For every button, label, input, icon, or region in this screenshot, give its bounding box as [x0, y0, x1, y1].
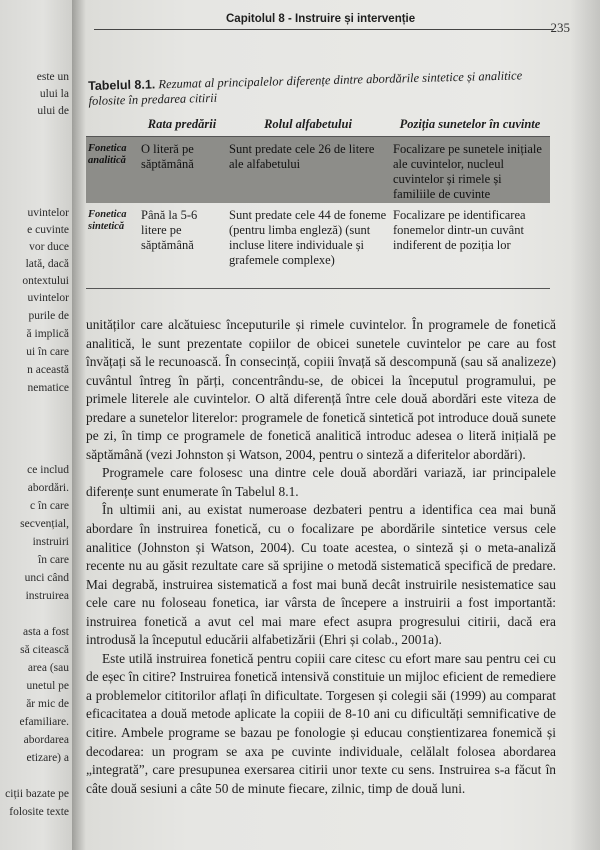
paragraph: Este utilă instruirea fonetică pentru copiii care citesc cu efort mare sau pentru cei cu de eșec în citire? Instruirea fonetică intensivă constituie un mijloc eficient de remediere a problemelor cititorilor aflați în dificultate. Torgesen și colegii săi (1999) au comparat eficacitatea a două metode aplicate la copiii de 8-10 ani cu dificultăți semnificative de citire. Ambele programe se bazau pe fonologie și educau conștientizarea fonemică și decodarea: un program se axa pe cuvinte individuale, celălalt folosea abordarea „integrată”, care presupunea exersarea citirii unor texte cu sens. Instruirea s-a făcut în câte două sesiuni a câte 50 de minute fiecare, zilnic, timp de două luni. — [86, 650, 556, 796]
table-row — [86, 203, 550, 289]
running-head: Capitolul 8 - Instruire și intervenție — [226, 13, 416, 25]
margin-fragment: purile de — [28, 310, 69, 322]
margin-fragment: ce includ — [27, 464, 69, 476]
cell-alphabet: Sunt predate cele 26 de litere ale alfabetului — [229, 142, 375, 171]
margin-fragment: secvențial, — [20, 518, 69, 530]
cell-rate: Până la 5-6 litere pe săptămână — [141, 208, 198, 252]
margin-fragment: abordări. — [27, 482, 69, 494]
paragraph: Programele care folosesc una dintre cele două abordări variază, iar principalele diferențe sunt enumerate în Tabelul 8.1. — [86, 465, 556, 499]
row-label: Fonetica analitică — [88, 143, 127, 166]
table-caption — [88, 68, 539, 109]
margin-fragment: în care — [38, 554, 69, 566]
table-caption-text: Rezumat al principalelor diferențe dintre abordările sintetice și analitice folosite în predarea citirii — [88, 68, 523, 108]
margin-fragment: area (sau — [27, 662, 69, 674]
margin-fragment: ui în care — [26, 346, 69, 358]
page-edge-shadow — [570, 0, 600, 850]
cell-position: Focalizare pe sunetele inițiale ale cuvintelor, nucleul cuvintelor și rimele și familiile de cuvinte — [393, 142, 542, 201]
margin-fragment: unetul pe — [26, 680, 69, 692]
margin-fragment: ăr mic de — [26, 698, 69, 710]
header-cell-position: Poziția sunetelor în cuvinte — [399, 116, 541, 131]
margin-fragment: uvintelor — [27, 292, 69, 304]
margin-fragment: uvintelor — [27, 207, 69, 219]
paragraph: unităților care alcătuiesc începuturile și rimele cuvintelor. În programele de fonetică analitică, le sunt prezentate copiilor de obicei sunetele cuvintelor pe care au fost învățați să le recunoască. În consecință, copiii învață să descompună (sau să analizeze) cuvântul întreg în părți, concentrându-se, de obicei la începutul programului, pe primele literele ale cuvintelor. O altă diferență între cele două abordări este viteza de predare a sunetelor literelor: programele de fonetică sintetică pot introduce două sunete pe zi, în timp ce programele de fonetică analitică introduc adesea o literă inițială pe săptămână (vezi Johnston și Watson, 2004, pentru o sinteză a diferitelor abordări). — [86, 317, 556, 462]
margin-fragment: abordarea — [23, 734, 69, 746]
header-cell-alphabet: Rolul alfabetului — [264, 116, 352, 131]
margin-fragment: unci când — [24, 572, 69, 584]
page-number: 235 — [550, 20, 570, 35]
header-cell-rate: Rata predării — [147, 116, 217, 131]
margin-fragment: instruiri — [32, 536, 69, 548]
book-page — [86, 0, 600, 850]
paragraph: În ultimii ani, au existat numeroase dezbateri pentru a identifica cea mai bună abordare în instruirea fonetică, cu o focalizare pe abordările sintetice versus cele analitice (Johnston și Watson, 2004). Cu toate acestea, o sinteză și o meta-analiză recente nu au găsit rezultate care să sprijine o metodă sistematică specifică de predare. Mai degrabă, instruirea sistematică a fost mai bună decât instruirile nesistematice sau cele care nu foloseau fonetica, iar vârsta de începere a instruirii a fost importantă: instruirea fonetică a avut cel mai mare efect asupra progresului citirii, dacă era introdusă la începutul educării alfabetizării (Ehri și colab., 2001a). — [86, 502, 556, 648]
header-rule — [94, 29, 554, 30]
margin-fragment: c în care — [30, 500, 69, 512]
margin-fragment: e cuvinte — [27, 224, 69, 236]
book-gutter — [72, 0, 86, 850]
body-text — [86, 316, 556, 798]
margin-fragment: instruirea — [25, 590, 69, 602]
header-cell-empty — [86, 121, 138, 127]
cell-rate: O literă pe săptămână — [141, 142, 194, 171]
row-label: Fonetica sintetică — [88, 209, 127, 232]
margin-fragment: este un — [36, 71, 69, 83]
facing-page-edge — [0, 0, 72, 850]
margin-fragment: să citească — [20, 644, 69, 656]
margin-fragment: asta a fost — [23, 626, 69, 638]
margin-fragment: n această — [27, 364, 69, 376]
cell-alphabet: Sunt predate cele 44 de foneme (pentru limba engleză) (sunt incluse litere individuale și grafemele complexe) — [229, 208, 387, 267]
table-row — [86, 137, 550, 203]
margin-fragment: ontextului — [22, 275, 69, 287]
cell-position: Focalizare pe identificarea fonemelor dintr-un cuvânt indiferent de poziția lor — [393, 208, 526, 252]
margin-fragment: etizare) a — [26, 752, 69, 764]
comparison-table — [86, 112, 550, 289]
margin-fragment: lată, dacă — [25, 258, 69, 270]
table-header-row — [86, 112, 550, 137]
margin-fragment: ului la — [39, 88, 69, 100]
margin-fragment: ului de — [37, 105, 69, 117]
table-caption-number: Tabelul 8.1. — [88, 77, 156, 93]
margin-fragment: efamiliare. — [19, 716, 69, 728]
margin-fragment: nematice — [27, 382, 69, 394]
margin-fragment: ă implică — [26, 328, 69, 340]
margin-fragment: vor duce — [29, 241, 69, 253]
margin-fragment: ciții bazate pe — [5, 788, 69, 800]
margin-fragment: folosite texte — [9, 806, 69, 818]
